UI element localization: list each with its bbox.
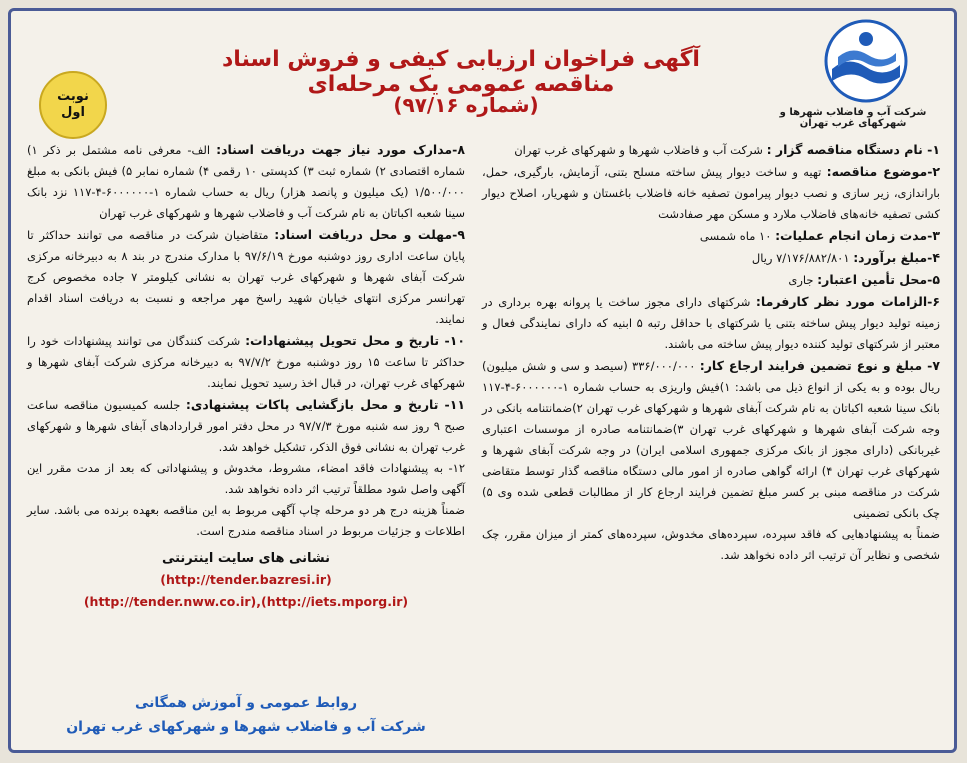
section-5	[482, 269, 940, 291]
section-text: جلسه کمیسیون مناقصه ساعت صبح ۹ روز سه شنبه مورخ ۹۷/۷/۳ در محل دفتر امور قراردادهای آبفای شهرها و شهرکهای غرب تهران به نشانی فوق الذکر، تشکیل خواهد شد.	[27, 398, 465, 454]
footer-line-1: روابط عمومی و آموزش همگانی	[134, 695, 358, 711]
announcement-number: (شماره ۹۷/۱۶)	[393, 93, 539, 117]
section-text: شرکت کنندگان می توانند پیشنهادات خود را حداکثر تا ساعت ۱۵ روز دوشنبه مورخ ۹۷/۷/۲ به دبیرخانه مرکزی شرکت آبفای شهرها و شهرکهای غرب تهران، در قبال اخذ رسید تحویل نمایند.	[27, 334, 465, 390]
section-heading: ۶-الزامات مورد نظر کارفرما:	[755, 294, 940, 309]
header	[11, 11, 954, 129]
section-text: ۱۰ ماه شمسی	[699, 229, 772, 243]
section-10	[27, 330, 465, 394]
section-9	[27, 224, 465, 330]
website-link-2[interactable]: (http://tender.nww.co.ir),(http://iets.mporg.ir)	[83, 594, 409, 609]
section-12	[27, 458, 465, 500]
section-heading: ۱- نام دستگاه مناقصه گزار :	[766, 142, 940, 157]
badge-line-1: نوبت	[57, 88, 89, 104]
section-text: ۱۲- به پیشنهادات فاقد امضاء، مشروط، مخدوش و پیشنهاداتی که بعد از مدت مقرر این آگهی واصل شود مطلقاً ترتیب اثر داده نخواهد شد.	[27, 461, 465, 496]
section-1	[482, 139, 940, 161]
section-text: ضمناً هزینه درج هر دو مرحله چاپ آگهی مربوط به این مناقصه بعهده برنده می باشد. سایر اطلاعات و جزئیات مربوط در اسناد مناقصه مندرج است.	[27, 503, 465, 538]
section-text: شرکتهای دارای مجوز ساخت یا پروانه بهره برداری در زمینه تولید دیوار پیش ساخته بتنی یا شرکتهای با حداقل رتبه ۵ ابنیه که دارای نمایندگی فعال و معتبر از شرکتهای تولید کننده دیوار پیش ساخته می باشند.	[482, 295, 940, 351]
left-column	[27, 139, 465, 613]
section-4	[482, 247, 940, 269]
websites-title: نشانی های سایت اینترنتی	[161, 551, 331, 566]
cost-note	[27, 500, 465, 542]
section-heading: ۵-محل تأمین اعتبار:	[817, 272, 940, 287]
section-heading: ۴-مبلغ برآورد:	[853, 250, 940, 265]
section-6	[482, 291, 940, 355]
announcement-frame	[8, 8, 957, 753]
page-title: آگهی فراخوان ارزیابی کیفی و فروش اسناد مناقصه عمومی یک مرحله‌ای	[222, 47, 700, 97]
section-heading: ۱۰- تاریخ و محل تحویل پیشنهادات:	[245, 333, 466, 348]
section-text: جاری	[788, 273, 814, 287]
section-text: تهیه و ساخت دیوار پیش ساخته مسلح بتنی، آزمایش، بارگیری، حمل، باراندازی، زیر سازی و نصب دیوار پیرامون تصفیه خانه فاضلاب باغستان و شهریار، اصلاح دیوار کشی تصفیه خانه‌های فاضلاب ملارد و مسکن مهر صفادشت	[482, 165, 940, 221]
footer-signature	[27, 691, 465, 739]
section-2	[482, 161, 940, 225]
section-heading: ۱۱- تاریخ و محل بازگشایی پاکات پیشنهادی:	[185, 397, 465, 412]
section-3	[482, 225, 940, 247]
section-7-note	[482, 524, 940, 566]
section-text: متقاضیان شرکت در مناقصه می توانند حداکثر تا پایان ساعت اداری روز دوشنبه مورخ ۹۷/۶/۱۹ با مدارک مندرج در بند ۸ به دبیرخانه مرکزی شرکت آبفای شهرها و شهرکهای غرب تهران به نشانی کیلومتر ۷ جاده مخصوص کرج تهرانسر مرکزی انتهای خیابان شهید راسخ مهر مراجعه و نسبت به دریافت اسناد اقدام نمایند.	[27, 228, 465, 326]
section-8	[27, 139, 465, 224]
badge-line-2: اول	[61, 105, 85, 120]
website-link-1[interactable]: (http://tender.bazresi.ir)	[160, 572, 332, 587]
company-name-header: شرکت آب و فاضلاب شهرها و شهرکهای غرب تهران	[779, 107, 927, 129]
turn-badge	[39, 71, 107, 139]
section-text: ضمناً به پیشنهادهایی که فاقد سپرده، سپرده‌های مخدوش، سپرده‌های کمتر از میزان مقرر، چک شخصی و نظایر آن ترتیب اثر داده نخواهد شد.	[482, 527, 940, 562]
footer-line-2: شرکت آب و فاضلاب شهرها و شهرکهای غرب تهران	[66, 719, 426, 735]
section-heading: ۹-مهلت و محل دریافت اسناد:	[274, 227, 466, 242]
water-company-logo-icon	[818, 17, 914, 105]
section-text: ۳۳۶/۰۰۰/۰۰۰ (سیصد و سی و شش میلیون) ریال بوده و به یکی از انواع ذیل می باشد: ۱)فیش واریزی به حساب شماره ۱-۶۰۰۰۰۰۰-۴-۱۱۷ بانک سینا شعبه اکباتان به نام شرکت آبفای شهرها و شهرکهای غرب تهران ۲)ضمانتنامه بانکی در وجه شرکت آبفای شهرها و شهرکهای غرب تهران ۳)ضمانتنامه صادره از موسسات اعتباری غیربانکی (دارای مجوز از بانک مرکزی جمهوری اسلامی ایران) در وجه شرکت آبفای شهرها و شهرکهای غرب تهران ۴) ارائه گواهی صادره از امور مالی دستگاه مناقصه گذار توسط متقاضی شرکت در مناقصه مبنی بر کسر مبلغ تضمین فرایند ارجاع کار از مطالبات قطعی شده وی ۵) چک بانکی تضمینی	[482, 359, 941, 520]
section-heading: ۳-مدت زمان انجام عملیات:	[775, 228, 940, 243]
websites-block	[27, 548, 465, 613]
section-11	[27, 394, 465, 458]
section-heading: ۲-موضوع مناقصه:	[826, 164, 941, 179]
right-column	[482, 139, 940, 566]
section-text: شرکت آب و فاضلاب شهرها و شهرکهای غرب تهران	[514, 143, 763, 157]
section-heading: ۷- مبلغ و نوع تضمین فرایند ارجاع کار:	[699, 358, 941, 373]
section-text: ۷/۱۷۶/۸۸۲/۸۰۱ ریال	[751, 251, 850, 265]
section-text: الف- معرفی نامه مشتمل بر ذکر ۱) شماره اقتصادی ۲) شماره ثبت ۳) کدپستی ۱۰ رقمی ۴) شماره نمابر ۵) فیش بانکی به مبلغ ۱/۵۰۰/۰۰۰ (یک میلیون و پانصد هزار) ریال به حساب شماره ۱-۶۰۰۰۰۰۰-۴-۱۱۷ نزد بانک سینا شعبه اکباتان به نام شرکت آب و فاضلاب شهرها و شهرکهای غرب تهران	[27, 143, 465, 220]
section-heading: ۸-مدارک مورد نیاز جهت دریافت اسناد:	[216, 142, 465, 157]
section-7	[482, 355, 940, 524]
